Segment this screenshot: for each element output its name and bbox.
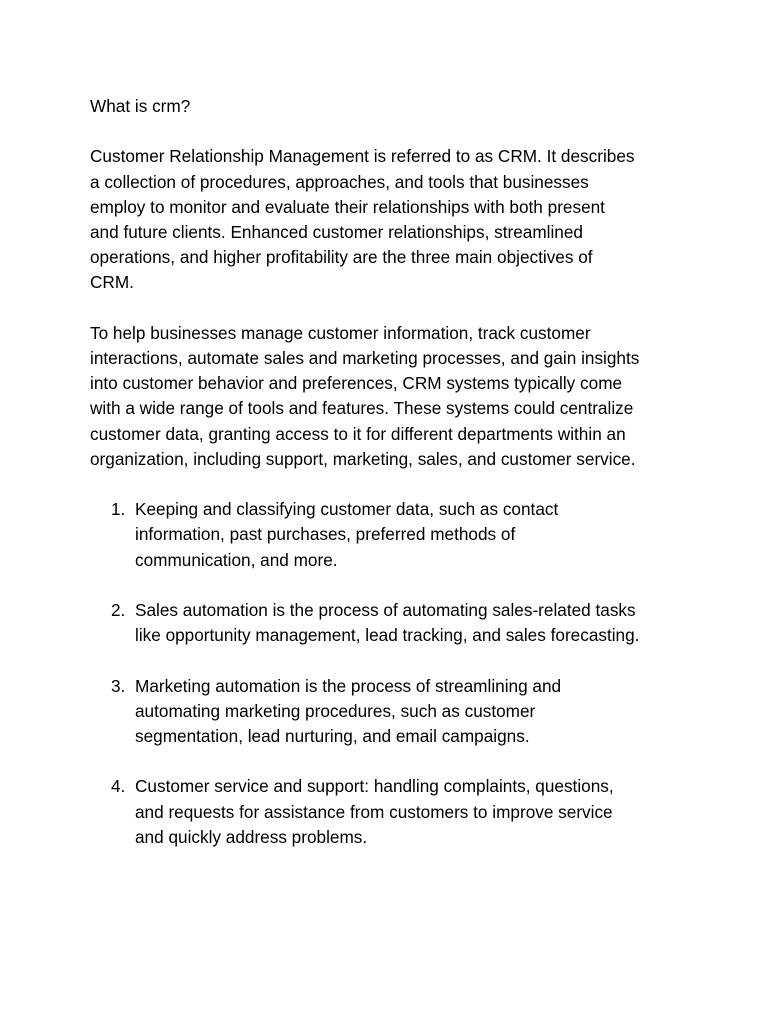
list-item	[90, 598, 690, 648]
paragraph-line: organization, including support, marketing, sales, and customer service.	[90, 448, 636, 469]
list-item-line: Keeping and classifying customer data, such as contact	[135, 499, 559, 520]
list-item-line: Sales automation is the process of automating sales-related tasks	[135, 600, 636, 620]
paragraph-features	[90, 321, 690, 472]
paragraph-line: interactions, automate sales and marketing processes, and gain insights	[90, 348, 640, 368]
numbered-list	[90, 497, 690, 850]
list-item-line: segmentation, lead nurturing, and email campaigns.	[135, 726, 530, 746]
paragraph-line: customer data, granting access to it for different departments within an	[90, 423, 626, 444]
list-item	[90, 774, 690, 850]
document-title: What is crm?	[90, 96, 191, 116]
list-number: 3.	[111, 675, 126, 696]
list-number: 4.	[111, 776, 126, 797]
paragraph-line: a collection of procedures, approaches, and tools that businesses	[90, 171, 589, 192]
paragraph-line: To help businesses manage customer information, track customer	[90, 322, 591, 343]
list-item-line: Customer service and support: handling complaints, questions,	[135, 776, 614, 797]
paragraph-line: Customer Relationship Management is referred to as CRM. It describes	[90, 146, 635, 167]
document-body	[90, 94, 690, 875]
list-item-line: and requests for assistance from customers to improve service	[135, 801, 613, 822]
list-item-line: Marketing automation is the process of streamlining and	[135, 675, 562, 696]
list-number: 1.	[111, 499, 126, 520]
paragraph-definition	[90, 144, 690, 295]
list-item	[90, 674, 690, 750]
paragraph-line: CRM.	[90, 272, 134, 293]
list-item	[90, 497, 690, 573]
list-number: 2.	[111, 600, 126, 620]
paragraph-line: into customer behavior and preferences, CRM systems typically come	[90, 373, 623, 394]
list-item-line: like opportunity management, lead tracking, and sales forecasting.	[135, 625, 640, 646]
paragraph-line: employ to monitor and evaluate their relationships with both present	[90, 196, 605, 217]
list-item-line: and quickly address problems.	[135, 826, 368, 847]
paragraph-line: operations, and higher profitability are the three main objectives of	[90, 247, 593, 268]
list-item-line: information, past purchases, preferred methods of	[135, 524, 516, 545]
list-item-line: communication, and more.	[135, 549, 338, 570]
paragraph-line: with a wide range of tools and features. These systems could centralize	[90, 398, 634, 419]
paragraph-line: and future clients. Enhanced customer relationships, streamlined	[90, 222, 583, 242]
list-item-line: automating marketing procedures, such as customer	[135, 700, 536, 721]
